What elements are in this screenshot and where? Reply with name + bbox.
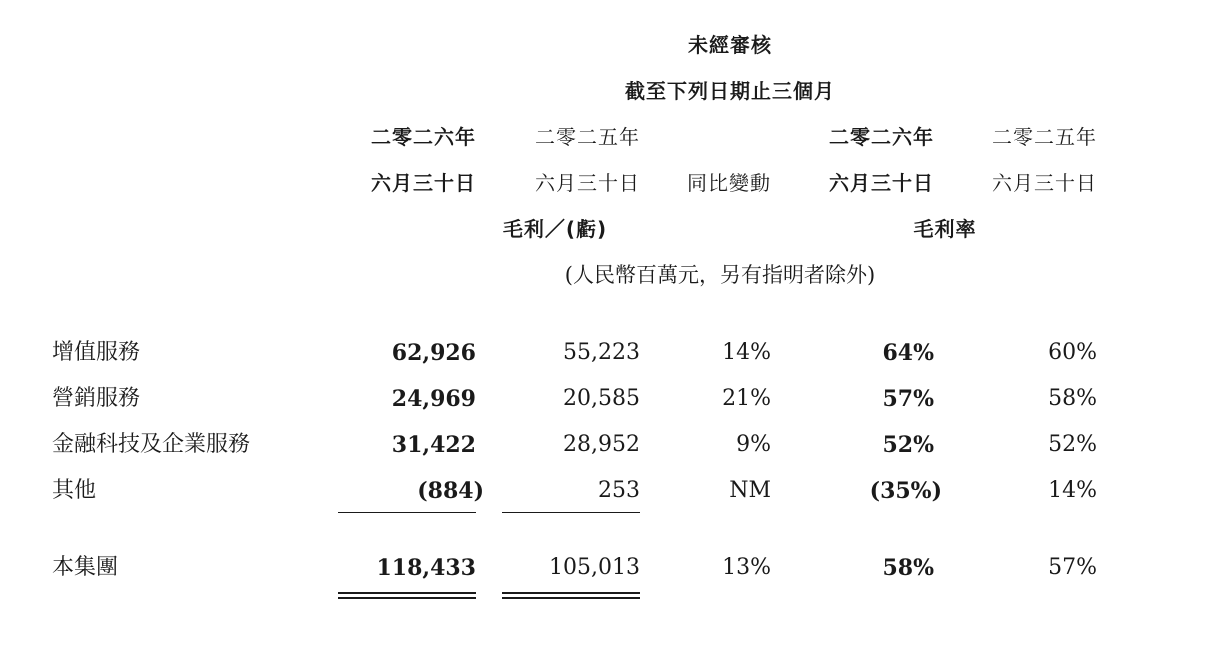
row-value-col1: 24,969: [391, 386, 476, 412]
col4-date: 六月三十日: [829, 171, 934, 195]
total-label: 本集團: [52, 555, 119, 580]
col5-year: 二零二五年: [992, 125, 1097, 149]
group-gross-margin-label: 毛利率: [913, 217, 977, 241]
row-value-col2: 253: [598, 478, 640, 503]
row-value-col4: 64%: [882, 340, 934, 366]
col2-year: 二零二五年: [535, 125, 640, 149]
col1-year: 二零二六年: [371, 125, 476, 149]
row-value-col3: 21%: [722, 386, 771, 411]
row-value-col5: 14%: [1048, 478, 1097, 503]
total-value-col2: 105,013: [549, 555, 640, 580]
header-period: 截至下列日期止三個月: [625, 79, 835, 103]
row-value-col4: 57%: [882, 386, 934, 412]
total-value-col4: 58%: [882, 555, 934, 581]
row-value-col4: 52%: [882, 432, 934, 458]
col4-year: 二零二六年: [829, 125, 934, 149]
row-label: 增值服務: [52, 340, 141, 365]
row-value-col2: 55,223: [563, 340, 640, 365]
col1-date: 六月三十日: [371, 171, 476, 195]
row-value-col2: 20,585: [563, 386, 640, 411]
row-value-col3: 9%: [736, 432, 771, 457]
row-value-col1: (884): [417, 478, 484, 504]
total-value-col3: 13%: [722, 555, 771, 580]
header-unaudited: 未經審核: [688, 33, 772, 57]
row-label: 其他: [52, 478, 97, 503]
row-value-col2: 28,952: [563, 432, 640, 457]
total-double-rule-col1: [338, 592, 476, 599]
row-label: 金融科技及企業服務: [52, 432, 251, 457]
row-value-col1: 31,422: [391, 432, 476, 458]
unit-note: (人民幣百萬元，另有指明者除外): [564, 263, 876, 287]
row-value-col5: 58%: [1048, 386, 1097, 411]
col3-yoy-change: 同比變動: [687, 171, 771, 195]
group-gross-profit-label: 毛利／(虧): [502, 217, 608, 241]
col2-date: 六月三十日: [535, 171, 640, 195]
row-value-col4: (35%): [869, 478, 942, 504]
subtotal-rule-col1: [338, 512, 476, 513]
row-value-col1: 62,926: [391, 340, 476, 366]
row-value-col5: 52%: [1048, 432, 1097, 457]
total-value-col1: 118,433: [376, 555, 476, 581]
subtotal-rule-col2: [502, 512, 640, 513]
total-double-rule-col2: [502, 592, 640, 599]
col5-date: 六月三十日: [992, 171, 1097, 195]
total-value-col5: 57%: [1048, 555, 1097, 580]
row-label: 營銷服務: [52, 386, 141, 411]
row-value-col5: 60%: [1048, 340, 1097, 365]
row-value-col3: NM: [729, 478, 771, 503]
row-value-col3: 14%: [722, 340, 771, 365]
